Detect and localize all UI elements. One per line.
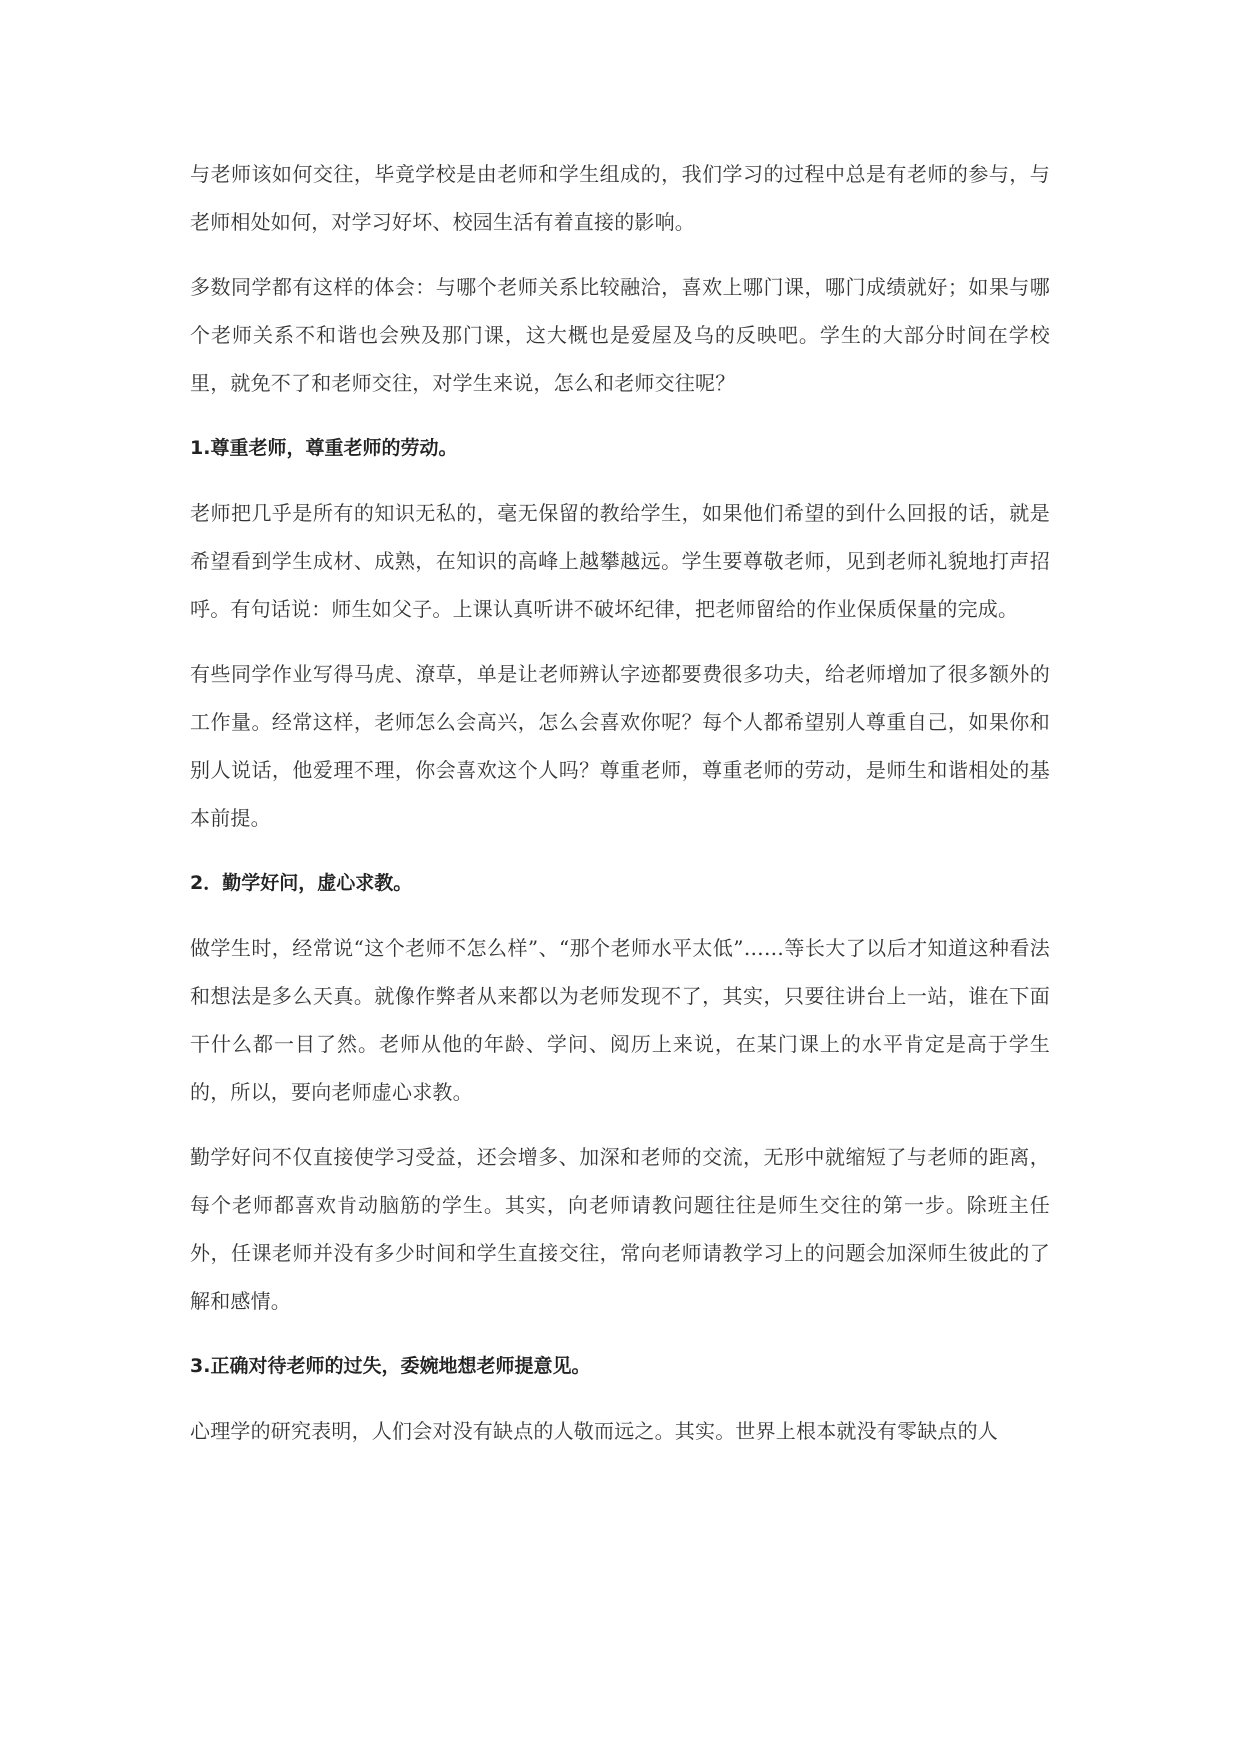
- paragraph-experience: 多数同学都有这样的体会：与哪个老师关系比较融洽，喜欢上哪门课，哪门成绩就好；如果与哪个老师关系不和谐也会殃及那门课，这大概也是爱屋及乌的反映吧。学生的大部分时间在学校里，就免不了和老师交往，对学生来说，怎么和老师交往呢？: [190, 275, 1050, 395]
- paragraph-section-3a: 心理学的研究表明，人们会对没有缺点的人敬而远之。其实。世界上根本就没有零缺点的人: [190, 1419, 998, 1443]
- paragraph-section-2b: 勤学好问不仅直接使学习受益，还会增多、加深和老师的交流，无形中就缩短了与老师的距离，每个老师都喜欢肯动脑筋的学生。其实，向老师请教问题往往是师生交往的第一步。除班主任外，任课老师并没有多少时间和学生直接交往，常向老师请教学习上的问题会加深师生彼此的了解和感情。: [190, 1145, 1050, 1313]
- section-heading-3: 3.正确对待老师的过失，委婉地想老师提意见。: [190, 1355, 591, 1377]
- paragraph-section-2a: 做学生时，经常说“这个老师不怎么样”、“那个老师水平太低”……等长大了以后才知道这种看法和想法是多么天真。就像作弊者从来都以为老师发现不了，其实，只要往讲台上一站，谁在下面干什么都一目了然。老师从他的年龄、学问、阅历上来说，在某门课上的水平肯定是高于学生的，所以，要向老师虚心求教。: [190, 936, 1050, 1104]
- section-heading-2: 2．勤学好问，虚心求教。: [190, 872, 413, 894]
- paragraph-intro: 与老师该如何交往，毕竟学校是由老师和学生组成的，我们学习的过程中总是有老师的参与，与老师相处如何，对学习好坏、校园生活有着直接的影响。: [190, 162, 1050, 234]
- paragraph-section-1a: 老师把几乎是所有的知识无私的，毫无保留的教给学生，如果他们希望的到什么回报的话，就是希望看到学生成材、成熟，在知识的高峰上越攀越远。学生要尊敬老师，见到老师礼貌地打声招呼。有句话说：师生如父子。上课认真听讲不破坏纪律，把老师留给的作业保质保量的完成。: [190, 501, 1050, 621]
- paragraph-section-1b: 有些同学作业写得马虎、潦草，单是让老师辨认字迹都要费很多功夫，给老师增加了很多额外的工作量。经常这样，老师怎么会高兴，怎么会喜欢你呢？每个人都希望别人尊重自己，如果你和别人说话，他爱理不理，你会喜欢这个人吗？尊重老师，尊重老师的劳动，是师生和谐相处的基本前提。: [190, 662, 1050, 830]
- section-heading-1: 1.尊重老师，尊重老师的劳动。: [190, 437, 458, 459]
- document-page: [190, 150, 1050, 1472]
